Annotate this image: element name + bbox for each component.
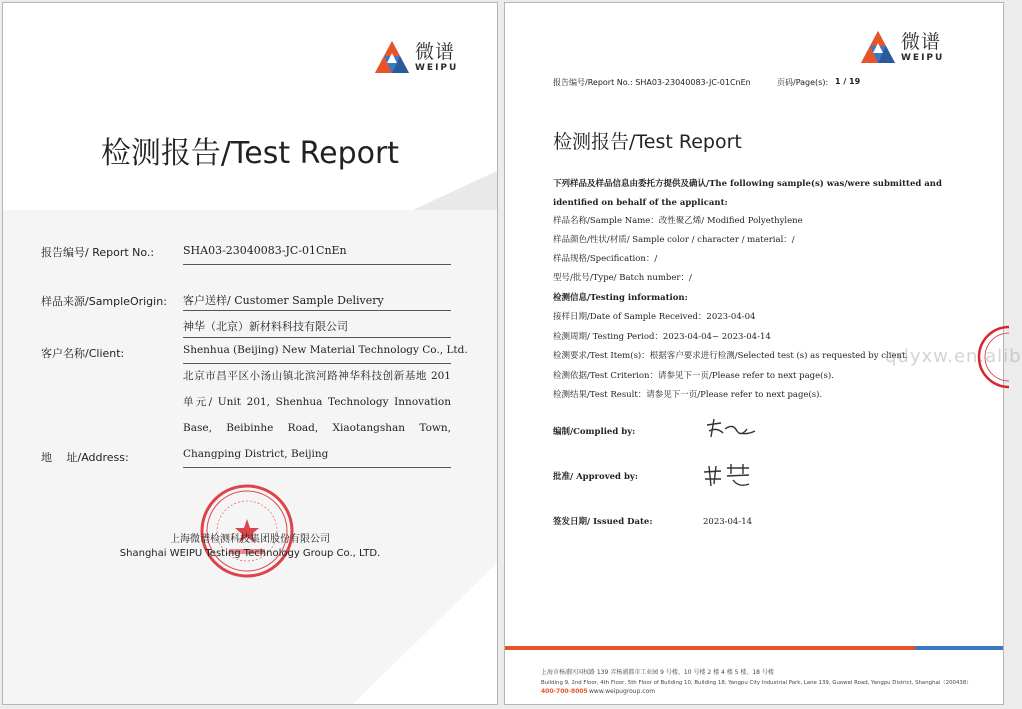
page-label: 页码/Page(s): bbox=[777, 78, 829, 87]
client-en-value: Shenhua (Beijing) New Material Technology Co., Ltd. bbox=[183, 344, 468, 356]
logo-chinese: 微谱 bbox=[901, 31, 942, 53]
address-value: 北京市昌平区小汤山镇北滨河路神华科技创新基地 201 单元/ Unit 201, Shenhua Technology Innovation Base, Beibinhe Road, Xiaotangshan Town, Changping District, Beijing bbox=[183, 370, 451, 460]
cover-title: 检测报告/Test Report bbox=[100, 136, 400, 171]
sample-spec: 样品规格/Specification：/ bbox=[553, 254, 658, 264]
client-cn-value: 神华（北京）新材料科技有限公司 bbox=[183, 320, 348, 333]
weipu-logo bbox=[859, 29, 944, 67]
company-name-cn: 上海微谱检测科技集团股份有限公司 bbox=[170, 534, 330, 545]
edge-seal-stamp bbox=[995, 325, 1009, 389]
report-page bbox=[504, 2, 1022, 705]
weipu-logo-icon bbox=[373, 39, 411, 77]
company-name-en: Shanghai WEIPU Testing Technology Group Co., LTD. bbox=[119, 548, 381, 559]
sample-type: 型号/批号/Type/ Batch number：/ bbox=[553, 273, 692, 283]
cover-page bbox=[2, 2, 498, 705]
test-items: 检测要求/Test Item(s)：根据客户要求进行检测/Selected test (s) as requested by client. bbox=[553, 351, 909, 361]
page-value: 1 / 19 bbox=[835, 77, 861, 86]
report-no-value: SHA03-23040083-JC-01CnEn bbox=[183, 244, 347, 257]
footer-blue-bar bbox=[915, 646, 1003, 650]
footer-website: www.weipugroup.com bbox=[589, 688, 656, 695]
test-criterion: 检测依据/Test Criterion：请参见下一页/Please refer to next page(s). bbox=[553, 371, 834, 381]
footer-red-bar bbox=[505, 646, 915, 650]
footer-address-en: Building 9, 2nd Floor, 4th Floor, 5th Floor of Building 10, Building 18, Yangpu City Industrial Park, Lane 139, Guowei Road, Yangpu District, Shanghai（200438） bbox=[541, 680, 972, 686]
date-received: 接样日期/Date of Sample Received：2023-04-04 bbox=[553, 312, 756, 322]
divider bbox=[183, 467, 451, 468]
logo-english: WEIPU bbox=[901, 53, 945, 63]
approver-signature bbox=[701, 462, 753, 490]
report-no-label: 报告编号/ Report No.: bbox=[41, 246, 155, 259]
test-result: 检测结果/Test Result：请参见下一页/Please refer to next page(s). bbox=[553, 390, 823, 400]
testing-period: 检测周期/ Testing Period：2023-04-04~ 2023-04-14 bbox=[553, 332, 771, 342]
issued-date: 2023-04-14 bbox=[703, 517, 753, 527]
report-title: 检测报告/Test Report bbox=[553, 131, 742, 153]
watermark-text: qdyxw.en.alib bbox=[885, 346, 1022, 367]
sample-name: 样品名称/Sample Name：改性聚乙烯/ Modified Polyethylene bbox=[553, 216, 803, 226]
compiled-label: 编制/Complied by: bbox=[553, 427, 636, 437]
divider bbox=[183, 264, 451, 265]
divider bbox=[183, 337, 451, 338]
logo-english: WEIPU bbox=[415, 63, 459, 73]
approved-label: 批准/ Approved by: bbox=[553, 472, 638, 482]
sample-color: 样品颜色/性状/材质/ Sample color / character / material：/ bbox=[553, 235, 795, 245]
divider bbox=[183, 310, 451, 311]
footer-address-cn: 上海市杨浦区国权路 139 弄杨浦都市工业园 9 号楼、10 号楼 2 楼 4 楼 5 楼、18 号楼 bbox=[541, 669, 774, 676]
logo-chinese: 微谱 bbox=[415, 41, 456, 63]
weipu-logo bbox=[373, 39, 458, 77]
client-label: 客户名称/Client: bbox=[41, 347, 125, 360]
issued-label: 签发日期/ Issued Date: bbox=[553, 517, 653, 527]
address-label: 地 址/Address: bbox=[41, 451, 129, 464]
intro-text: 下列样品及样品信息由委托方提供及确认/The following sample(s) was/were submitted and identified on behalf of the applicant: bbox=[553, 179, 942, 208]
footer-phone: 400-700-8005 bbox=[541, 688, 588, 695]
origin-value: 客户送样/ Customer Sample Delivery bbox=[183, 294, 384, 307]
report-number: 报告编号/Report No.: SHA03-23040083-JC-01CnEn bbox=[553, 78, 751, 87]
testing-info-heading: 检测信息/Testing information: bbox=[553, 293, 688, 303]
weipu-logo-icon bbox=[859, 29, 897, 67]
compiler-signature bbox=[703, 417, 759, 443]
origin-label: 样品来源/SampleOrigin: bbox=[41, 295, 167, 308]
